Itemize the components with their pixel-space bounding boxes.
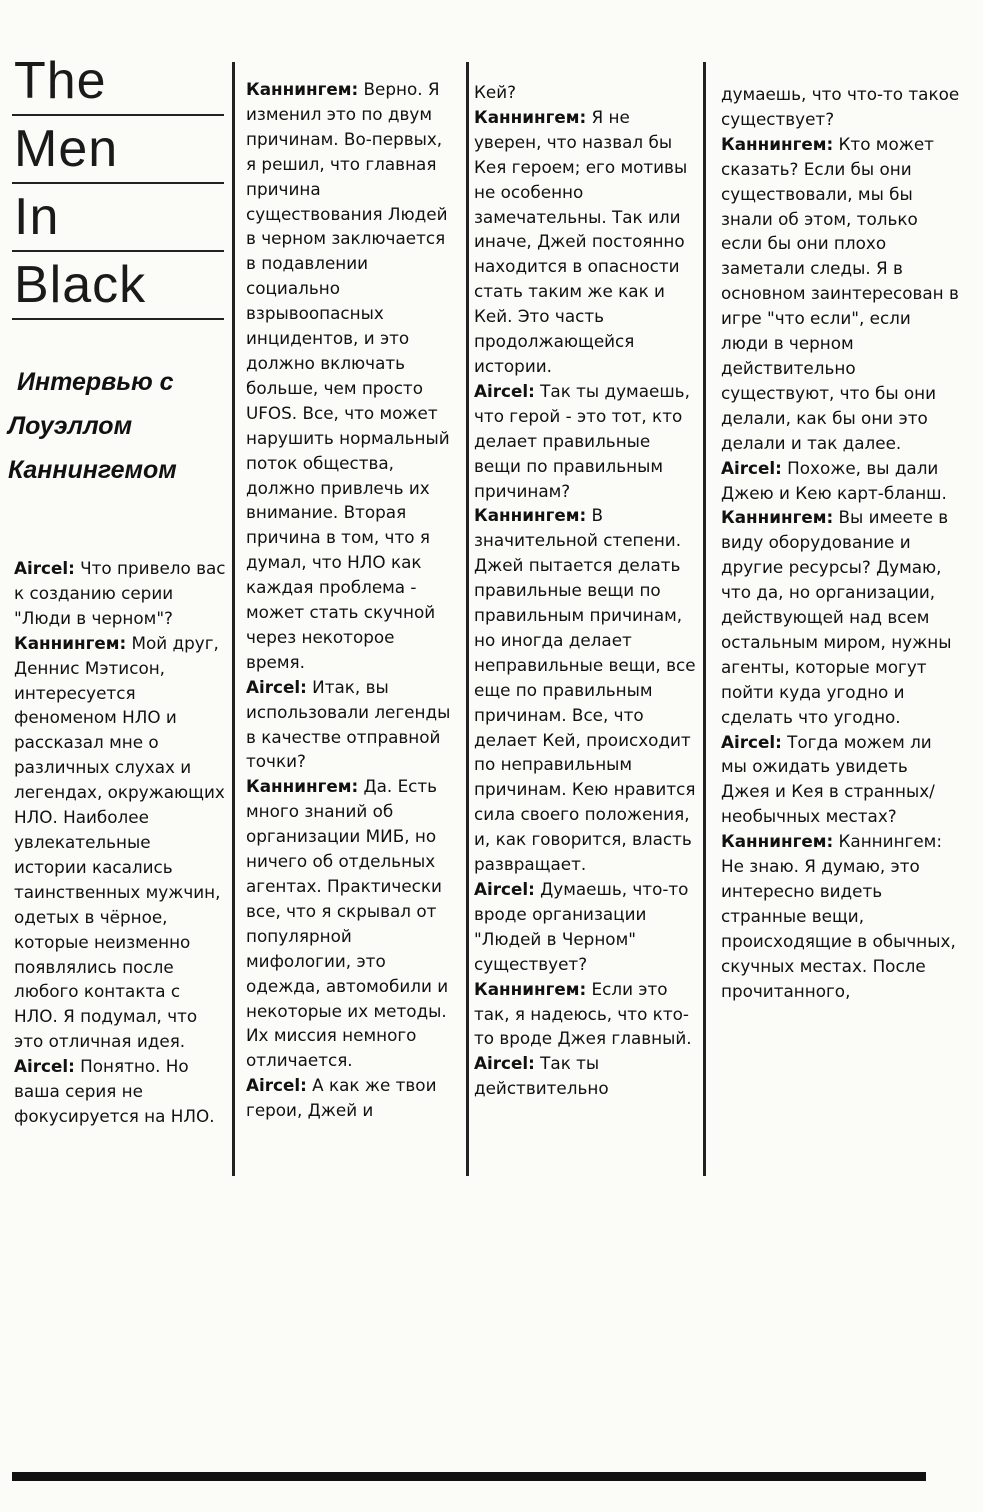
interview-paragraph bbox=[14, 556, 226, 631]
speaker-label: Каннингем: bbox=[246, 776, 359, 797]
speaker-label: Aircel: bbox=[14, 558, 75, 578]
title-line: Men bbox=[12, 122, 224, 184]
paragraph-text: Кей? bbox=[474, 82, 517, 102]
interview-paragraph bbox=[721, 82, 961, 132]
speaker-label: Каннингем: bbox=[721, 507, 834, 528]
text-column-2 bbox=[246, 77, 456, 1123]
paragraph-text: Если это так, я надеюсь, что кто-то вроде Джея главный. bbox=[474, 978, 692, 1049]
title-line: Black bbox=[12, 258, 224, 320]
title-line: The bbox=[12, 54, 224, 116]
interview-paragraph bbox=[246, 77, 456, 675]
paragraph-text: Мой друг, Деннис Мэтисон, интересуется феноменом НЛО и рассказал мне о различных слухах и легендах, окружающих НЛО. Наиболее увлекательные истории касались таинственных мужчин, одетых в чёрное, которые неизменно появлялись после любого контакта с НЛО. Я подумал, что это отличная идея. bbox=[14, 632, 225, 1052]
paragraph-text: Что привело вас к созданию серии "Люди в черном"? bbox=[14, 558, 226, 628]
paragraph-text: Да. Есть много знаний об организации МИБ, но ничего об отдельных агентах. Практически все, что я скрывал от популярной мифологии, это одежда, автомобили и некоторые их методы. Их миссия немного отличается. bbox=[246, 776, 449, 1071]
interview-paragraph bbox=[474, 379, 696, 504]
speaker-label: Каннингем: bbox=[721, 133, 834, 154]
paragraph-text: Итак, вы использовали легенды в качестве отправной точки? bbox=[246, 676, 451, 772]
text-column-1 bbox=[14, 556, 226, 1129]
subtitle-line: Лоуэллом bbox=[8, 412, 133, 440]
interview-paragraph bbox=[246, 774, 456, 1073]
interview-paragraph bbox=[474, 877, 696, 977]
paragraph-text: Думаешь, что-то вроде организации "Людей в Черном" существует? bbox=[474, 879, 689, 974]
subtitle-line: Интервью с bbox=[17, 368, 174, 396]
interview-paragraph bbox=[721, 456, 961, 506]
column-divider bbox=[232, 62, 235, 1176]
interview-paragraph bbox=[721, 829, 961, 1003]
paragraph-text: Верно. Я изменил это по двум причинам. Во-первых, я решил, что главная причина существования Людей в черном заключается в подавлении социально взрывоопасных инцидентов, и это должно включать больше, чем просто UFOS. Все, что может нарушить нормальный поток общества, должно привлечь их внимание. Вторая причина в том, что я думал, что НЛО как каждая проблема - может стать скучной через некоторое время. bbox=[246, 79, 450, 672]
speaker-label: Каннингем: bbox=[721, 831, 834, 852]
paragraph-text: Так ты действительно bbox=[474, 1053, 609, 1099]
paragraph-text: Понятно. Но ваша серия не фокусируется на НЛО. bbox=[14, 1056, 215, 1126]
paragraph-text: Похоже, вы дали Джею и Кею карт-бланш. bbox=[721, 457, 947, 503]
paragraph-text: Так ты думаешь, что герой - это тот, кто делает правильные вещи по правильным причинам? bbox=[474, 380, 690, 501]
speaker-label: Каннингем: bbox=[474, 505, 587, 526]
speaker-label: Aircel: bbox=[246, 1075, 307, 1096]
subtitle-line: Каннингемом bbox=[8, 456, 177, 484]
speaker-label: Каннингем: bbox=[474, 106, 587, 127]
speaker-label: Каннингем: bbox=[246, 79, 359, 99]
article-title bbox=[12, 54, 224, 326]
speaker-label: Aircel: bbox=[474, 380, 535, 401]
speaker-label: Aircel: bbox=[721, 457, 782, 478]
interview-paragraph bbox=[721, 132, 961, 456]
interview-paragraph bbox=[474, 503, 696, 877]
interview-paragraph bbox=[474, 105, 696, 379]
speaker-label: Aircel: bbox=[14, 1056, 75, 1077]
interview-paragraph bbox=[474, 1051, 696, 1101]
interview-paragraph bbox=[474, 977, 696, 1052]
interview-paragraph bbox=[246, 1073, 456, 1123]
paragraph-text: А как же твои герои, Джей и bbox=[246, 1075, 437, 1121]
paragraph-text: Вы имеете в виду оборудование и другие ресурсы? Думаю, что да, но организации, действующей над всем остальным миром, нужны агенты, которые могут пойти куда угодно и сделать что угодно. bbox=[721, 507, 952, 727]
paragraph-text: Каннингем: Не знаю. Я думаю, это интересно видеть странные вещи, происходящие в обычных, скучных местах. После прочитанного, bbox=[721, 831, 956, 1001]
text-column-4 bbox=[721, 82, 961, 1004]
interview-paragraph bbox=[14, 1054, 226, 1129]
interview-paragraph bbox=[721, 730, 961, 830]
paragraph-text: Тогда можем ли мы ожидать увидеть Джея и Кея в странных/необычных местах? bbox=[721, 731, 935, 827]
speaker-label: Aircel: bbox=[246, 676, 307, 697]
paragraph-text: думаешь, что что-то такое существует? bbox=[721, 84, 960, 129]
column-divider bbox=[466, 62, 469, 1176]
column-divider bbox=[703, 62, 706, 1176]
speaker-label: Aircel: bbox=[721, 731, 782, 752]
paragraph-text: Я не уверен, что назвал бы Кея героем; его мотивы не особенно замечательны. Так или иначе, Джей постоянно находится в опасности стать таким же как и Кей. Это часть продолжающейся истории. bbox=[474, 106, 688, 376]
speaker-label: Каннингем: bbox=[474, 978, 587, 999]
interview-paragraph bbox=[246, 675, 456, 775]
bottom-rule bbox=[12, 1472, 926, 1481]
text-column-3 bbox=[474, 80, 696, 1101]
interview-paragraph bbox=[721, 505, 961, 729]
article-subtitle bbox=[8, 360, 223, 492]
paragraph-text: В значительной степени. Джей пытается делать правильные вещи по правильным причинам, но иногда делает неправильные вещи, все еще по правильным причинам. Все, что делает Кей, происходит по неправильным причинам. Кею нравится сила своего положения, и, как говорится, власть развращает. bbox=[474, 505, 696, 875]
interview-paragraph bbox=[14, 631, 226, 1054]
speaker-label: Aircel: bbox=[474, 879, 535, 899]
speaker-label: Каннингем: bbox=[14, 632, 127, 653]
speaker-label: Aircel: bbox=[474, 1053, 535, 1074]
paragraph-text: Кто может сказать? Если бы они существовали, мы бы знали об этом, только если бы они плохо заметали следы. Я в основном заинтересован в игре "что если", если люди в черном действительно существуют, что бы они делали, как бы они это делали и так далее. bbox=[721, 133, 959, 453]
title-line: In bbox=[12, 190, 224, 252]
interview-paragraph bbox=[474, 80, 696, 105]
